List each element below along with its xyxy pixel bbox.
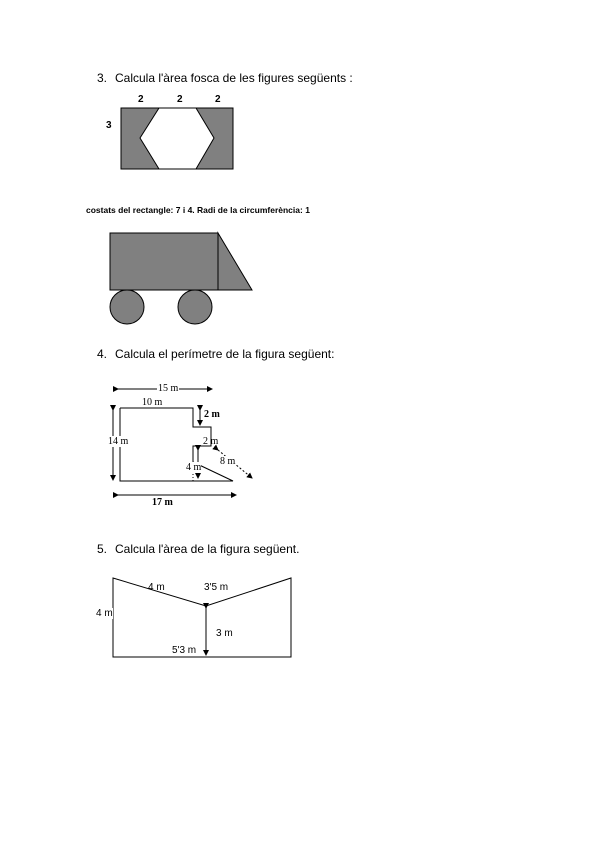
- fig3-label-8m: 8 m: [220, 456, 236, 467]
- question-text: Calcula l'àrea de la figura següent.: [115, 542, 300, 556]
- fig1-top-label-1: 2: [138, 94, 144, 105]
- fig3-label-step-top: 2 m: [204, 409, 220, 420]
- fig4-label-left-height: 4 m: [96, 608, 113, 619]
- question-text: Calcula l'àrea fosca de les figures següents :: [115, 71, 353, 85]
- fig4-label-right-slope: 3'5 m: [204, 582, 229, 593]
- fig4-label-base: 5'3 m: [172, 645, 197, 656]
- fig1-top-label-3: 2: [215, 94, 221, 105]
- fig3-label-step-side: 2 m: [203, 436, 219, 447]
- question-number: 4.: [97, 347, 108, 361]
- fig3-label-14m: 14 m: [108, 436, 129, 447]
- fig3-label-17m: 17 m: [152, 497, 173, 508]
- fig3-label-4m: 4 m: [186, 462, 202, 473]
- fig4-label-inner-height: 3 m: [216, 628, 233, 639]
- question-number: 3.: [97, 71, 108, 85]
- question-number: 5.: [97, 542, 108, 556]
- fig2-caption: costats del rectangle: 7 i 4. Radi de la circumferència: 1: [86, 205, 310, 215]
- fig4-label-left-slope: 4 m: [148, 582, 165, 593]
- fig1-top-label-2: 2: [177, 94, 183, 105]
- fig4-outline: [113, 578, 291, 657]
- fig3-label-15m: 15 m: [158, 383, 179, 394]
- question-text: Calcula el perímetre de la figura següent:: [115, 347, 335, 361]
- fig1-side-label: 3: [106, 120, 112, 131]
- fig3-label-10m: 10 m: [142, 397, 163, 408]
